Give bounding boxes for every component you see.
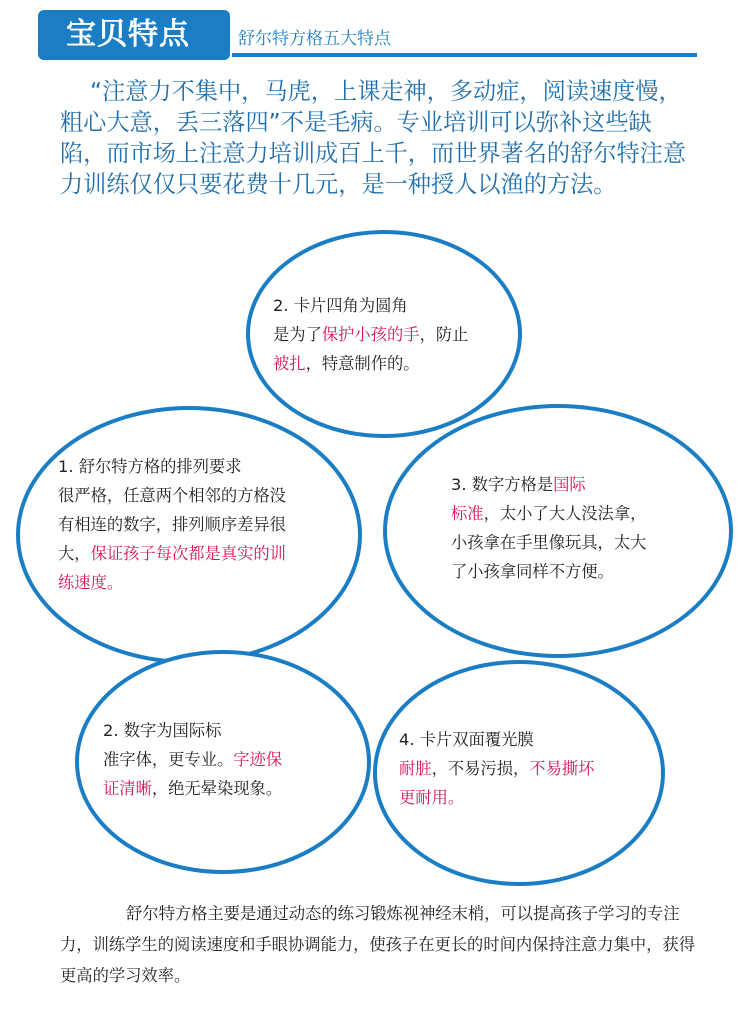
feature-highlight: 标准	[451, 504, 484, 523]
feature-circle-standard-font	[75, 650, 371, 874]
feature-highlight: 字迹保	[233, 750, 283, 769]
feature-highlight: 不易撕坏	[529, 759, 595, 778]
feature-heading: 3. 数字方格是	[451, 475, 554, 494]
feature-heading: 1. 舒尔特方格的排列要求	[58, 457, 242, 476]
section-title-badge: 宝贝特点	[38, 10, 230, 60]
feature-circle-standard-size	[383, 404, 733, 658]
feature-line: ，太小了大人没法拿，	[483, 504, 647, 523]
feature-text	[103, 716, 353, 803]
feature-highlight: 更耐用。	[399, 788, 465, 807]
feature-line: 小孩拿在手里像玩具，太大	[451, 533, 647, 552]
feature-highlight: 保护小孩的手	[321, 325, 420, 344]
feature-text	[399, 725, 649, 812]
feature-text	[451, 470, 691, 586]
feature-line: 大，	[58, 544, 91, 563]
feature-text	[273, 291, 513, 378]
feature-line: ，绝无晕染现象。	[151, 779, 283, 798]
feature-heading: 4. 卡片双面覆光膜	[399, 730, 534, 749]
feature-line: 了小孩拿同样不方便。	[451, 562, 614, 581]
feature-line: 很严格，任意两个相邻的方格没	[58, 486, 286, 505]
feature-line: ，特意制作的。	[305, 354, 420, 373]
intro-paragraph: “注意力不集中，马虎，上课走神，多动症，阅读速度慢，粗心大意，丢三落四”不是毛病。专业培训可以弥补这些缺陷，而市场上注意力培训成百上千，而世界著名的舒尔特注意力训练仅仅只要花费十几元，是一种授人以渔的方法。	[60, 78, 687, 198]
feature-highlight: 耐脏	[399, 759, 432, 778]
feature-line: ，防止	[419, 325, 469, 344]
section-subtitle: 舒尔特方格五大特点	[238, 29, 391, 49]
feature-heading: 2. 数字为国际标	[103, 721, 222, 740]
feature-circle-arrangement	[16, 406, 362, 664]
feature-text	[58, 452, 342, 597]
feature-highlight: 证清晰	[103, 779, 152, 798]
header-divider	[232, 53, 697, 57]
feature-heading: 2. 卡片四角为圆角	[273, 296, 408, 315]
feature-line: 准字体，更专业。	[103, 750, 234, 769]
feature-line: 有相连的数字，排列顺序差异很	[58, 515, 286, 534]
feature-circle-rounded-corners	[246, 230, 522, 438]
feature-highlight: 保证孩子每次都是真实的训	[90, 544, 286, 563]
feature-highlight: 练速度。	[58, 573, 124, 592]
summary-paragraph: 舒尔特方格主要是通过动态的练习锻炼视神经末梢，可以提高孩子学习的专注力，训练学生的阅读速度和手眼协调能力，使孩子在更长的时间内保持注意力集中，获得更高的学习效率。	[60, 904, 695, 985]
feature-line: ，不易污损，	[431, 759, 530, 778]
feature-circle-laminated	[373, 660, 665, 886]
feature-highlight: 被扎	[273, 354, 306, 373]
feature-highlight: 国际	[553, 475, 586, 494]
feature-line: 是为了	[273, 325, 322, 344]
